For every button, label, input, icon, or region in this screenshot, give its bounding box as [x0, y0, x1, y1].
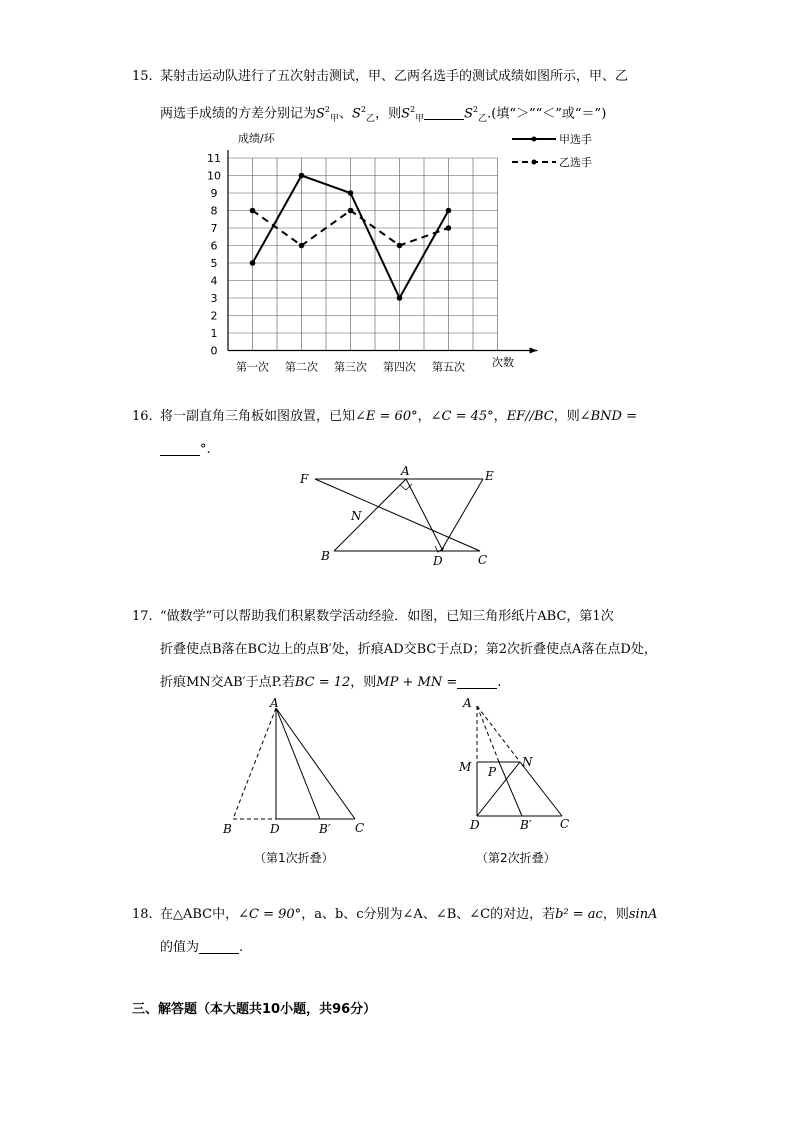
chart-axes	[207, 150, 538, 374]
label-E: E	[485, 469, 494, 483]
fold1-label-Bp: B′	[319, 822, 331, 836]
question-16	[132, 400, 672, 466]
fold2-label-Bp: B′	[520, 818, 532, 832]
fold2-label-A: A	[463, 696, 472, 710]
fold2-PBp	[499, 762, 522, 816]
q16-line1: 16. 将一副直角三角板如图放置，已知∠E = 60°，∠C = 45°，EF//BC，则∠BND =	[132, 409, 637, 424]
legend-dashed-marker	[532, 160, 537, 165]
y-tick-label: 3	[210, 292, 218, 305]
label-F: F	[300, 472, 309, 486]
series-0-point	[446, 208, 452, 214]
chart-grid	[228, 158, 498, 351]
label-N: N	[351, 509, 362, 523]
series-1-point	[446, 225, 452, 231]
q18-line1: 18. 在△ABC中，∠C = 90°，a、b、c分别为∠A、∠B、∠C的对边，若b² = ac，则sinA	[132, 907, 658, 922]
section-heading: 三、解答题（本大题共10小题，共96分）	[132, 1002, 377, 1017]
legend-solid-marker	[532, 137, 537, 142]
legend-label-jia: 甲选手	[559, 133, 592, 146]
series-1-point	[348, 208, 354, 214]
chart-legend	[512, 132, 592, 169]
segment-AD	[406, 479, 443, 551]
fold1-label-A: A	[270, 698, 279, 710]
segment-AB	[334, 479, 406, 551]
fold1-label-D: D	[270, 822, 280, 836]
x-tick-label: 第二次	[285, 360, 318, 374]
series-0-point	[397, 295, 403, 301]
y-tick-label: 4	[210, 274, 218, 288]
series-0-point	[250, 260, 256, 266]
fold2-NC	[520, 762, 562, 816]
label-B: B	[321, 549, 330, 563]
answer-blank-18[interactable]	[199, 939, 239, 954]
fold1-label-C: C	[355, 821, 365, 835]
fold1-ABp	[276, 708, 320, 819]
y-tick-label: 7	[210, 222, 218, 235]
legend-label-yi: 乙选手	[559, 156, 592, 169]
fold2-label-M: M	[459, 760, 472, 774]
fold2-label-D: D	[470, 818, 480, 832]
series-1-point	[299, 243, 305, 249]
segment-EDp	[441, 479, 483, 551]
x-tick-label: 第三次	[334, 360, 367, 374]
x-axis-label: 次数	[492, 356, 514, 369]
fold2-label-P: P	[488, 765, 497, 779]
y-tick-label: 0	[210, 344, 218, 358]
q17-line3: 折痕MN交AB′于点P.若BC = 12，则MP + MN = .	[160, 675, 502, 690]
caption-fold-2: （第2次折叠）	[476, 851, 556, 865]
question-18	[132, 898, 672, 964]
series-0-point	[299, 173, 305, 179]
fold2-AP-dashed	[477, 706, 499, 762]
y-axis-label: 成绩/环	[238, 132, 275, 145]
y-tick-label: 8	[210, 204, 218, 218]
fold1-label-B: B	[223, 822, 232, 836]
segment-FC	[315, 479, 480, 551]
q15-line1: 15. 某射击运动队进行了五次射击测试，甲、乙两名选手的测试成绩如图所示，甲、乙	[132, 69, 629, 84]
label-C: C	[478, 553, 488, 567]
fold2-ND	[477, 762, 520, 816]
q17-line1: 17. “做数学”可以帮助我们积累数学活动经验．如图，已知三角形纸片ABC，第1次	[132, 609, 614, 624]
answer-blank-16[interactable]	[160, 441, 200, 456]
answer-blank-15[interactable]	[424, 105, 464, 120]
q17-line2: 折叠使点B落在BC边上的点B′处，折痕AD交BC于点D；第2次折叠使点A落在点D处，	[160, 642, 657, 657]
fold1-AB-dashed	[233, 708, 276, 819]
score-line-chart	[190, 126, 620, 376]
x-tick-label: 第一次	[236, 360, 269, 374]
y-tick-label: 10	[207, 169, 221, 183]
y-tick-label: 2	[210, 309, 218, 323]
fold2-AN-dashed	[477, 706, 520, 762]
x-tick-label: 第五次	[432, 360, 465, 374]
caption-fold-1: （第1次折叠）	[254, 851, 334, 865]
y-tick-label: 6	[210, 239, 218, 253]
y-tick-label: 9	[210, 187, 218, 200]
fold2-label-C: C	[560, 817, 570, 831]
q15-line2: 两选手成绩的方差分别记为$S^2_甲$、$S^2_乙$，则$S^2_甲$ $S^2_乙$.(填“＞”“＜”或“＝”)	[160, 105, 607, 124]
y-tick-label: 1	[210, 327, 218, 340]
y-tick-label: 11	[207, 152, 221, 165]
y-tick-label: 5	[210, 257, 218, 270]
q18-line2: 的值为 .	[160, 940, 244, 955]
question-15	[132, 60, 672, 136]
fold1-AC	[276, 708, 355, 819]
fold2-label-N: N	[522, 755, 533, 769]
series-1-point	[397, 243, 403, 249]
fold-figure-1	[218, 698, 378, 873]
q16-line2: °.	[132, 433, 672, 466]
answer-blank-17[interactable]	[457, 674, 497, 689]
question-17	[132, 600, 672, 699]
series-1-point	[250, 208, 256, 214]
label-D: D	[433, 554, 443, 568]
triangle-set-figure	[290, 462, 510, 572]
x-tick-label: 第四次	[383, 360, 416, 374]
label-A: A	[401, 464, 410, 478]
fold-figure-2	[452, 694, 592, 874]
x-axis-arrow	[530, 348, 538, 354]
series-0-point	[348, 190, 354, 196]
